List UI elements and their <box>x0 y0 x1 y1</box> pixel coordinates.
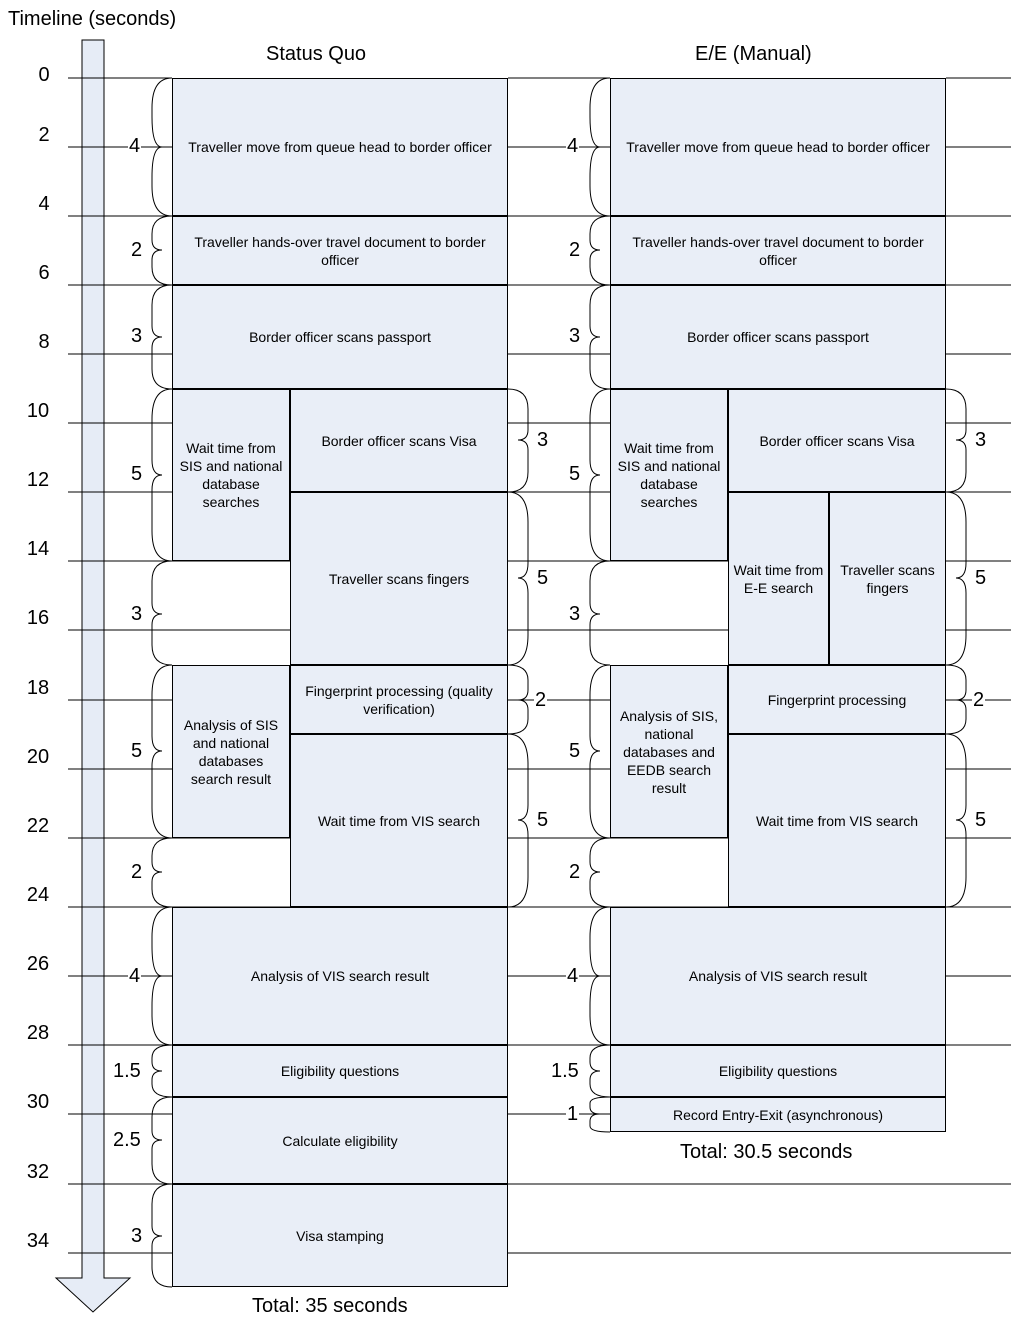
tick-label: 32 <box>26 1161 50 1183</box>
tick-label: 8 <box>38 331 50 353</box>
ee-right-braces <box>946 389 966 907</box>
step-box: Traveller move from queue head to border officer <box>610 78 946 216</box>
step-box: Record Entry-Exit (asynchronous) <box>610 1097 946 1132</box>
duration-label: 3 <box>569 603 581 625</box>
status-quo-right-braces <box>508 389 528 907</box>
tick-label: 22 <box>26 815 50 837</box>
step-box: Calculate eligibility <box>172 1097 508 1184</box>
duration-label: 3 <box>131 1225 143 1247</box>
duration-label: 5 <box>537 809 549 831</box>
tick-label: 30 <box>26 1091 50 1113</box>
ee-manual-title: E/E (Manual) <box>695 43 812 65</box>
tick-label: 12 <box>26 469 50 491</box>
step-box: Wait time from E-E search <box>728 492 829 665</box>
duration-label: 5 <box>131 740 143 762</box>
step-box: Eligibility questions <box>172 1045 508 1097</box>
step-box: Traveller move from queue head to border officer <box>172 78 508 216</box>
duration-label: 4 <box>129 965 141 987</box>
status-quo-total: Total: 35 seconds <box>252 1295 408 1317</box>
step-box: Analysis of VIS search result <box>610 907 946 1045</box>
step-box: Border officer scans passport <box>172 285 508 389</box>
tick-label: 6 <box>38 262 50 284</box>
duration-label: 3 <box>537 429 549 451</box>
tick-label: 0 <box>38 64 50 86</box>
step-box: Visa stamping <box>172 1184 508 1287</box>
step-box: Fingerprint processing (quality verification) <box>290 665 508 734</box>
step-box: Traveller scans fingers <box>829 492 946 665</box>
tick-label: 18 <box>26 677 50 699</box>
step-box: Wait time from VIS search <box>728 734 946 907</box>
duration-label: 2.5 <box>113 1129 141 1151</box>
step-box: Border officer scans Visa <box>290 389 508 492</box>
status-quo-braces <box>152 78 172 1287</box>
step-box: Traveller scans fingers <box>290 492 508 665</box>
duration-label: 5 <box>569 463 581 485</box>
timeline-title: Timeline (seconds) <box>8 8 177 30</box>
duration-label: 4 <box>567 135 579 157</box>
ee-braces <box>590 78 610 1132</box>
timeline-arrow <box>56 40 130 1312</box>
tick-label: 24 <box>26 884 50 906</box>
step-box: Wait time from SIS and national database searches <box>172 389 290 561</box>
duration-label: 5 <box>975 809 987 831</box>
duration-label: 3 <box>131 325 143 347</box>
duration-label: 1.5 <box>113 1060 141 1082</box>
duration-label: 3 <box>569 325 581 347</box>
duration-label: 2 <box>973 689 985 711</box>
status-quo-title: Status Quo <box>266 43 367 65</box>
duration-label: 2 <box>569 861 581 883</box>
tick-label: 16 <box>26 607 50 629</box>
duration-label: 5 <box>569 740 581 762</box>
duration-label: 3 <box>131 603 143 625</box>
duration-label: 1.5 <box>551 1060 579 1082</box>
step-box: Analysis of SIS, national databases and EEDB search result <box>610 665 728 838</box>
duration-label: 2 <box>131 239 143 261</box>
step-box: Eligibility questions <box>610 1045 946 1097</box>
step-box: Border officer scans passport <box>610 285 946 389</box>
tick-label: 20 <box>26 746 50 768</box>
duration-label: 2 <box>535 689 547 711</box>
tick-label: 10 <box>26 400 50 422</box>
step-box: Traveller hands-over travel document to border officer <box>172 216 508 285</box>
step-box: Analysis of SIS and national databases search result <box>172 665 290 838</box>
duration-label: 1 <box>567 1103 579 1125</box>
duration-label: 2 <box>569 239 581 261</box>
step-box: Wait time from VIS search <box>290 734 508 907</box>
tick-label: 14 <box>26 538 50 560</box>
duration-label: 5 <box>537 567 549 589</box>
ee-manual-total: Total: 30.5 seconds <box>680 1141 853 1163</box>
step-box: Fingerprint processing <box>728 665 946 734</box>
duration-label: 3 <box>975 429 987 451</box>
tick-label: 28 <box>26 1022 50 1044</box>
duration-label: 2 <box>131 861 143 883</box>
tick-label: 4 <box>38 193 50 215</box>
tick-label: 26 <box>26 953 50 975</box>
duration-label: 4 <box>567 965 579 987</box>
duration-label: 5 <box>131 463 143 485</box>
step-box: Border officer scans Visa <box>728 389 946 492</box>
duration-label: 4 <box>129 135 141 157</box>
step-box: Analysis of VIS search result <box>172 907 508 1045</box>
duration-label: 5 <box>975 567 987 589</box>
tick-label: 2 <box>38 124 50 146</box>
step-box: Wait time from SIS and national database searches <box>610 389 728 561</box>
tick-label: 34 <box>26 1230 50 1252</box>
step-box: Traveller hands-over travel document to border officer <box>610 216 946 285</box>
